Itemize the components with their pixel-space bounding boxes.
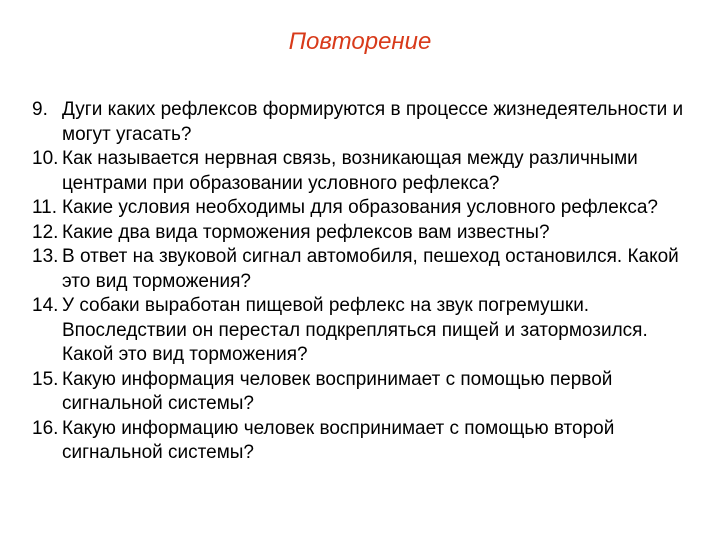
question-item	[32, 294, 702, 368]
question-text: Какую информацию человек воспринимает с помощью второй сигнальной системы?	[62, 417, 615, 463]
question-text: Какую информация человек воспринимает с помощью первой сигнальной системы?	[62, 368, 613, 414]
question-number: 11.	[32, 197, 58, 218]
question-item	[32, 98, 702, 147]
question-number: 15.	[32, 368, 59, 390]
slide-title: Повторение	[288, 28, 432, 55]
question-number: 13.	[32, 246, 59, 267]
question-item	[32, 221, 702, 246]
question-text: Дуги каких рефлексов формируются в процессе жизнедеятельности и могут угасать?	[62, 99, 684, 145]
question-number: 10.	[32, 148, 59, 169]
question-text: У собаки выработан пищевой рефлекс на звук погремушки. Впоследствии он перестал подкрепляться пищей и затормозился. Какой это вид торможения?	[62, 295, 648, 365]
question-item	[32, 147, 702, 196]
question-list	[32, 98, 702, 466]
question-item	[32, 368, 702, 417]
question-number: 12.	[32, 221, 59, 243]
question-item	[32, 196, 702, 221]
question-text: Какие два вида торможения рефлексов вам известны?	[62, 221, 550, 243]
question-text: Какие условия необходимы для образования условного рефлекса?	[62, 197, 658, 218]
question-number: 9.	[32, 99, 48, 120]
question-number: 14.	[32, 295, 59, 316]
question-number: 16.	[32, 417, 59, 439]
question-text: Как называется нервная связь, возникающая между различными центрами при образовании условного рефлекса?	[62, 148, 638, 194]
question-text: В ответ на звуковой сигнал автомобиля, пешеход остановился. Какой это вид торможения?	[62, 246, 679, 292]
question-item	[32, 417, 702, 466]
question-item	[32, 245, 702, 294]
